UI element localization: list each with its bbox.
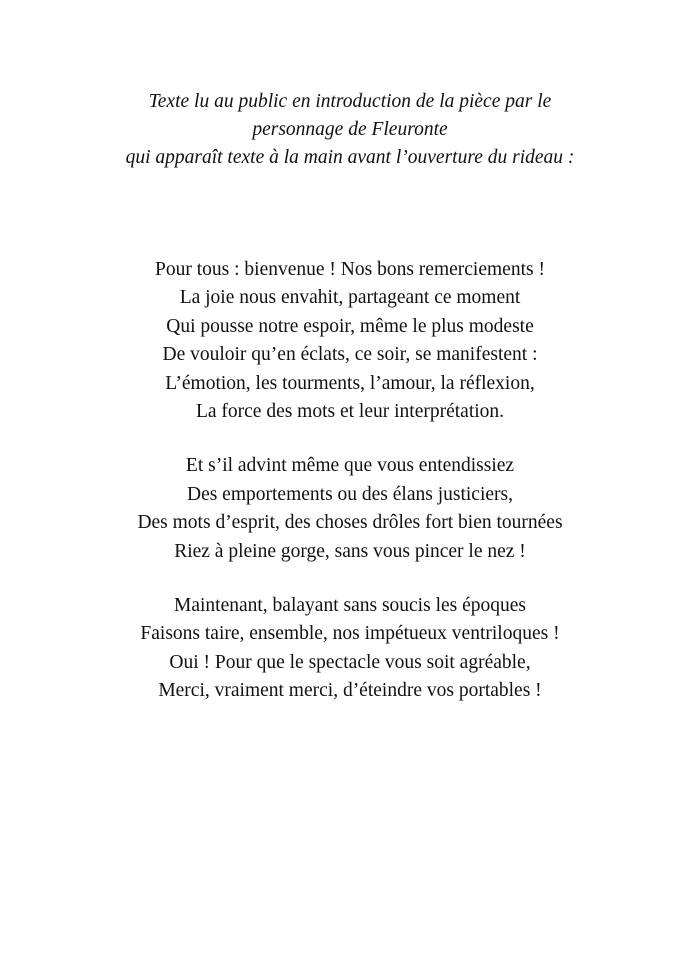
poem-line: Oui ! Pour que le spectacle vous soit agréable,	[169, 651, 531, 673]
introduction-note	[40, 88, 660, 172]
introduction-line: qui apparaît texte à la main avant l’ouverture du rideau :	[125, 147, 575, 168]
poem-line: L’émotion, les tourments, l’amour, la réflexion,	[165, 372, 535, 394]
poem-line: Merci, vraiment merci, d’éteindre vos portables !	[158, 680, 542, 702]
introduction-line: personnage de Fleuronte	[252, 119, 448, 140]
poem-stanza-3	[40, 592, 660, 706]
poem-line: Et s’il advint même que vous entendissiez	[185, 455, 515, 477]
poem-line: De vouloir qu’en éclats, ce soir, se manifestent :	[162, 344, 538, 366]
introduction-line: Texte lu au public en introduction de la pièce par le	[148, 91, 552, 112]
poem-stanza-1	[40, 256, 660, 426]
poem-line: La joie nous envahit, partageant ce moment	[179, 287, 521, 309]
poem-stanza-2	[40, 452, 660, 566]
poem-line: Faisons taire, ensemble, nos impétueux ventriloques !	[140, 623, 560, 645]
poem-line: Des mots d’esprit, des choses drôles fort bien tournées	[137, 512, 563, 534]
poem-line: Riez à pleine gorge, sans vous pincer le nez !	[174, 540, 526, 562]
poem-line: Maintenant, balayant sans soucis les époques	[174, 595, 526, 617]
poem-line: La force des mots et leur interprétation.	[195, 401, 505, 423]
poem-line: Pour tous : bienvenue ! Nos bons remerciements !	[155, 259, 545, 280]
poem-line: Qui pousse notre espoir, même le plus modeste	[166, 315, 534, 337]
poem-line: Des emportements ou des élans justiciers,	[186, 483, 513, 505]
poem	[40, 256, 660, 706]
